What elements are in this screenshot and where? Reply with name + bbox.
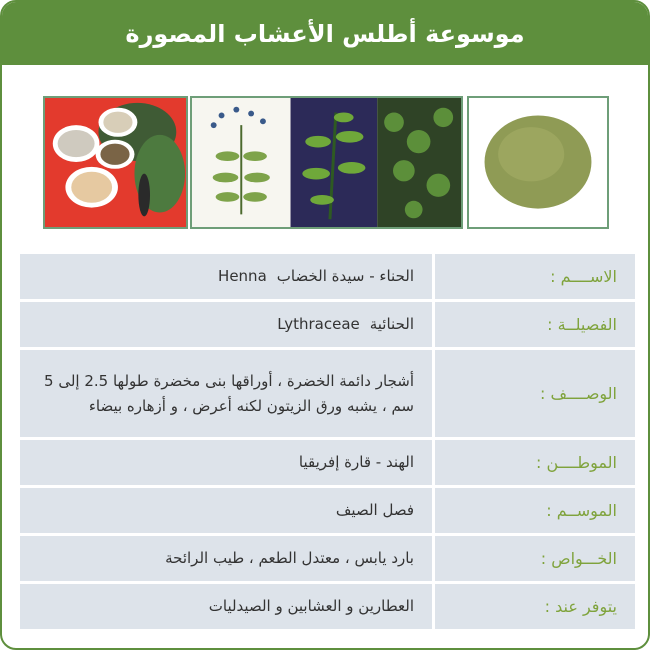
label-name: الاســــم : <box>435 254 635 299</box>
value-name-ar: الحناء - سيدة الخضاب <box>276 267 414 285</box>
row-description <box>20 350 635 437</box>
value-origin: الهند - قارة إفريقيا <box>20 440 432 485</box>
value-name-latin: Henna <box>218 267 267 285</box>
page-title: موسوعة أطلس الأعشاب المصورة <box>125 19 525 48</box>
value-family <box>20 302 432 347</box>
value-family-ar: الحنائية <box>369 315 414 333</box>
value-properties: بارد يابس ، معتدل الطعم ، طيب الرائحة <box>20 536 432 581</box>
label-availability: يتوفر عند : <box>435 584 635 629</box>
row-family <box>20 302 635 347</box>
photo-henna-powder-bowls <box>43 96 188 229</box>
label-description: الوصــــف : <box>435 350 635 437</box>
value-name <box>20 254 432 299</box>
value-availability: العطارين و العشابين و الصيدليات <box>20 584 432 629</box>
herb-info-table <box>17 251 638 632</box>
value-family-latin: Lythraceae <box>277 315 360 333</box>
label-properties: الخـــواص : <box>435 536 635 581</box>
value-description: أشجار دائمة الخضرة ، أوراقها بنى مخضرة طولها 2.5 إلى 5 سم ، يشبه ورق الزيتون لكنه أعرض ، و أزهاره بيضاء <box>20 350 432 437</box>
image-gallery <box>43 96 609 229</box>
row-properties <box>20 536 635 581</box>
label-family: الفصيلــة : <box>435 302 635 347</box>
header-bar <box>2 2 648 65</box>
photo-henna-plant-branches <box>190 96 463 229</box>
label-season: الموســم : <box>435 488 635 533</box>
value-season: فصل الصيف <box>20 488 432 533</box>
label-origin: الموطــــن : <box>435 440 635 485</box>
row-season <box>20 488 635 533</box>
photo-henna-green-powder <box>467 96 609 229</box>
row-origin <box>20 440 635 485</box>
row-availability <box>20 584 635 629</box>
row-name <box>20 254 635 299</box>
